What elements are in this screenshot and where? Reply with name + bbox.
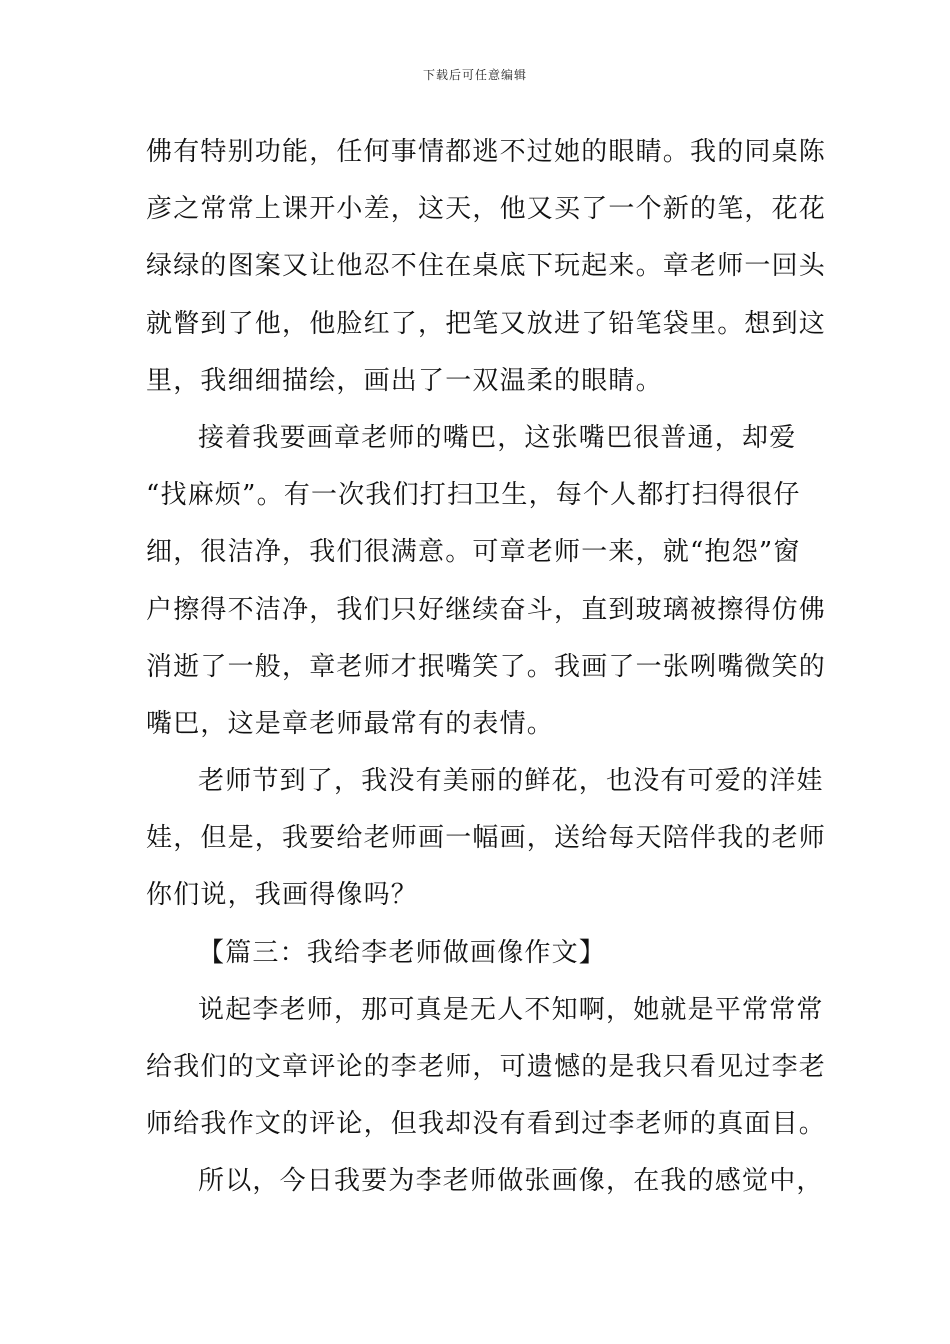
text-line: 彦之常常上课开小差，这天，他又买了一个新的笔，花花 — [146, 194, 827, 225]
text-line: “找麻烦”。有一次我们打扫卫生，每个人都打扫得很仔 — [146, 480, 801, 511]
page-header: 下载后可任意编辑 — [422, 68, 527, 82]
text-line: 师给我作文的评论，但我却没有看到过李老师的真面目。 — [146, 1109, 827, 1140]
text-line: 给我们的文章评论的李老师，可遗憾的是我只看见过李老 — [146, 1052, 827, 1082]
text-line: 佛有特别功能，任何事情都逃不过她的眼睛。我的同桌陈 — [146, 137, 827, 167]
text-line: 接着我要画章老师的嘴巴，这张嘴巴很普通，却爱 — [198, 422, 797, 453]
text-line: 嘴巴，这是章老师最常有的表情。 — [146, 708, 555, 739]
text-line: 说起李老师，那可真是无人不知啊，她就是平常常常 — [198, 994, 824, 1025]
text-line: 消逝了一般，章老师才抿嘴笑了。我画了一张咧嘴微笑的 — [146, 651, 827, 682]
text-line: 老师节到了，我没有美丽的鲜花，也没有可爱的洋娃 — [198, 766, 824, 797]
text-line: 绿绿的图案又让他忍不住在桌底下玩起来。章老师一回头 — [146, 251, 827, 282]
text-line: 所以，今日我要为李老师做张画像，在我的感觉中， — [198, 1166, 824, 1197]
text-line: 户擦得不洁净，我们只好继续奋斗，直到玻璃被擦得仿佛 — [146, 594, 827, 625]
text-line: 细，很洁净，我们很满意。可章老师一来，就“抱怨”窗 — [146, 537, 801, 568]
text-line: 娃，但是，我要给老师画一幅画，送给每天陪伴我的老师 — [146, 823, 827, 854]
text-line: 就瞥到了他，他脸红了，把笔又放进了铅笔袋里。想到这 — [146, 308, 827, 339]
section-heading: 【篇三：我给李老师做画像作文】 — [198, 937, 607, 968]
text-line: 里，我细细描绘，画出了一双温柔的眼睛。 — [146, 365, 663, 396]
text-line: 你们说，我画得像吗？ — [146, 880, 419, 911]
document-body — [146, 124, 827, 1211]
